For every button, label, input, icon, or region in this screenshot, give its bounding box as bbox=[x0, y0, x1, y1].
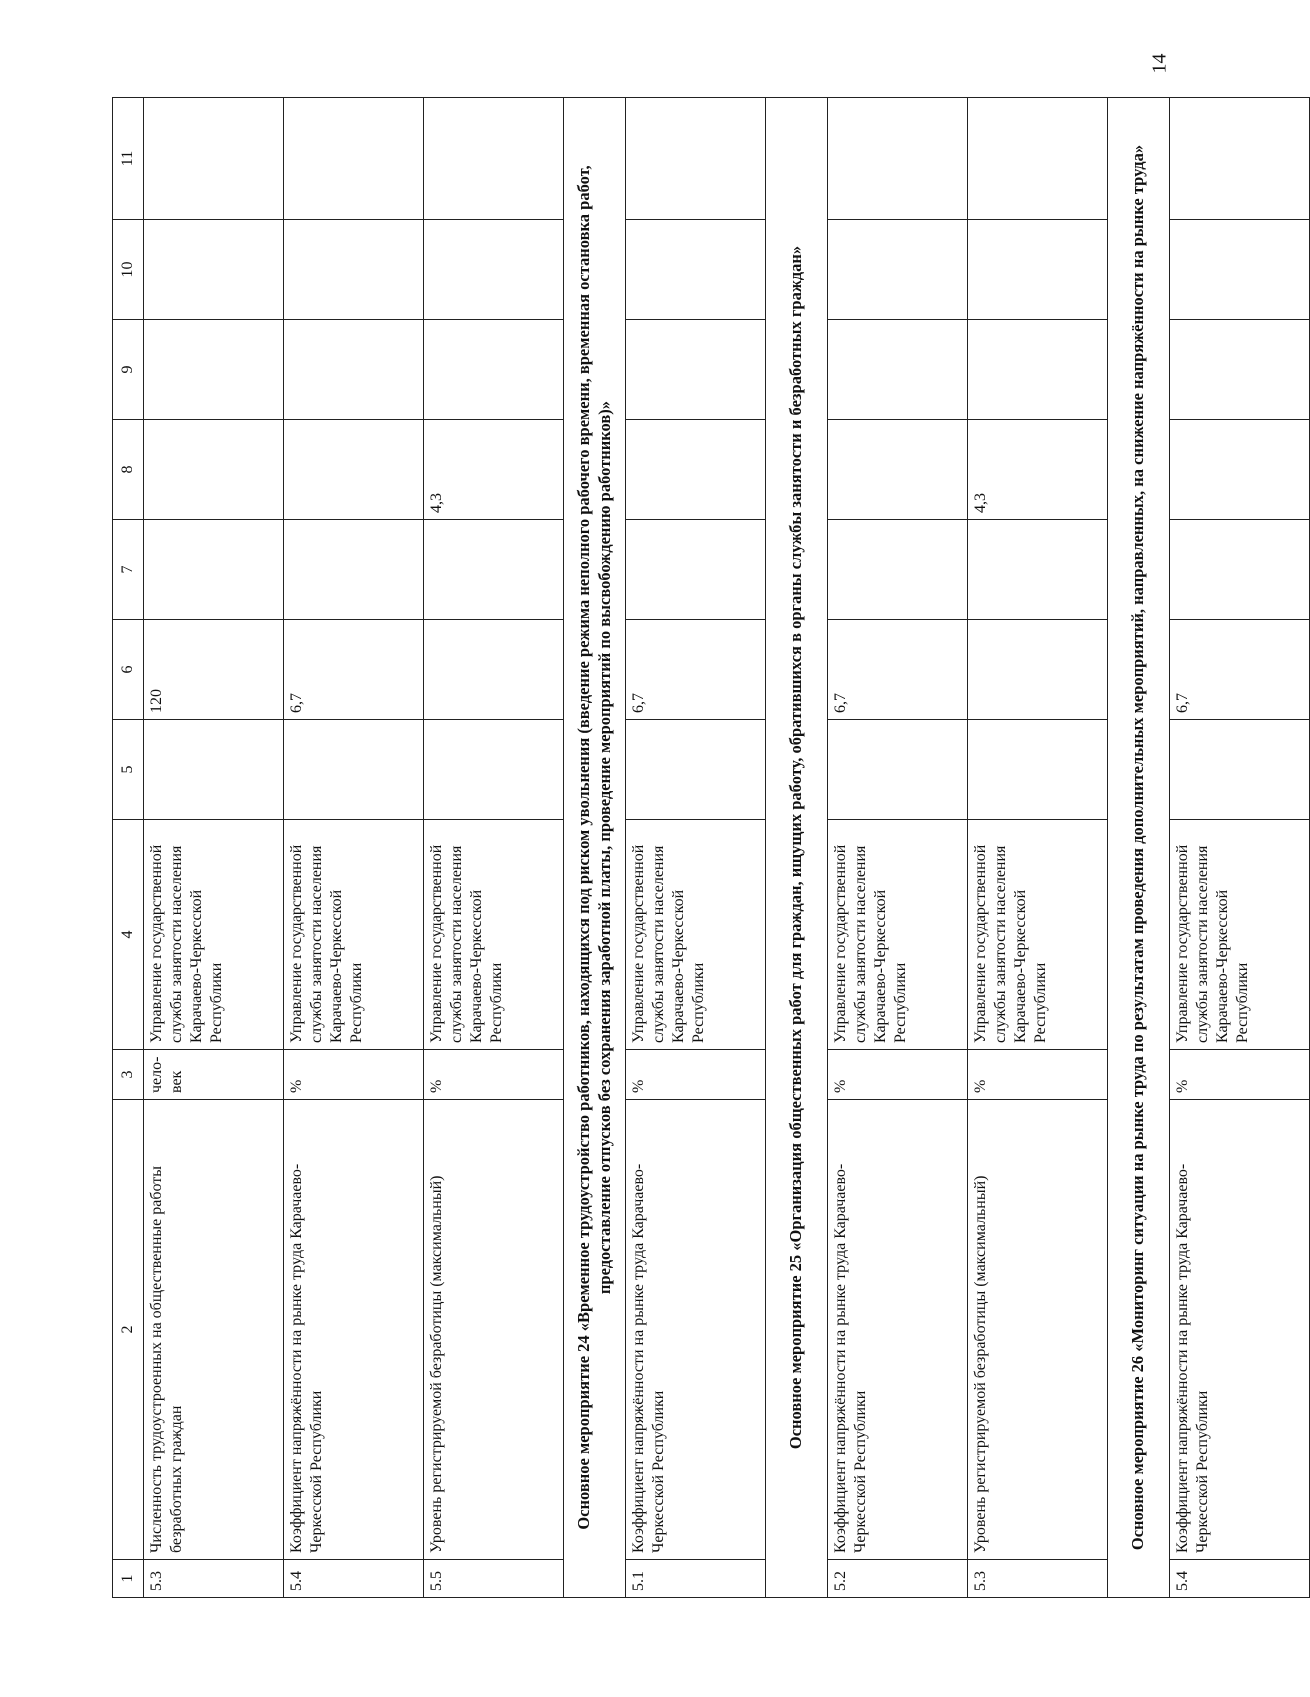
value-cell-5 bbox=[144, 720, 284, 820]
section-heading-row bbox=[564, 98, 626, 1598]
value-cell-8: 4,3 bbox=[424, 420, 564, 520]
value-cell-5 bbox=[828, 720, 968, 820]
column-number-header bbox=[113, 98, 144, 1598]
value-cell-6: 120 bbox=[144, 620, 284, 720]
indicator-name-cell: Коэффициент напряжённости на рынке труда Карачаево-Черкесской Республики bbox=[1170, 1100, 1310, 1560]
indicator-name-cell: Коэффициент напряжённости на рынке труда Карачаево-Черкесской Республики bbox=[284, 1100, 424, 1560]
unit-cell: % bbox=[284, 1050, 424, 1100]
value-cell-5 bbox=[424, 720, 564, 820]
value-cell-7 bbox=[1170, 520, 1310, 620]
value-cell-7 bbox=[626, 520, 766, 620]
responsible-org-cell: Управление государственной службы занятости населения Карачаево-Черкесской Республики bbox=[144, 820, 284, 1050]
value-cell-8 bbox=[828, 420, 968, 520]
value-cell-10 bbox=[828, 220, 968, 320]
value-cell-9 bbox=[828, 320, 968, 420]
section-heading-row bbox=[1108, 98, 1170, 1598]
section-heading: Основное мероприятие 26 «Мониторинг ситуации на рынке труда по результатам проведения дополнительных мероприятий, направленных, на снижение напряжённости на рынке труда» bbox=[1108, 98, 1170, 1598]
table-row bbox=[424, 98, 564, 1598]
row-number-cell: 5.1 bbox=[626, 1560, 766, 1598]
value-cell-10 bbox=[284, 220, 424, 320]
row-number-cell: 5.5 bbox=[424, 1560, 564, 1598]
value-cell-7 bbox=[424, 520, 564, 620]
unit-cell: % bbox=[968, 1050, 1108, 1100]
column-header-2: 2 bbox=[113, 1100, 144, 1560]
column-header-8: 8 bbox=[113, 420, 144, 520]
value-cell-10 bbox=[968, 220, 1108, 320]
unit-cell: % bbox=[424, 1050, 564, 1100]
column-header-10: 10 bbox=[113, 220, 144, 320]
table-row bbox=[144, 98, 284, 1598]
value-cell-5 bbox=[626, 720, 766, 820]
column-header-3: 3 bbox=[113, 1050, 144, 1100]
value-cell-9 bbox=[968, 320, 1108, 420]
value-cell-9 bbox=[1170, 320, 1310, 420]
table-body bbox=[113, 98, 1310, 1598]
value-cell-11 bbox=[626, 98, 766, 220]
value-cell-10 bbox=[626, 220, 766, 320]
column-header-6: 6 bbox=[113, 620, 144, 720]
column-header-1: 1 bbox=[113, 1560, 144, 1598]
indicator-name-cell: Уровень регистрируемой безработицы (максимальный) bbox=[968, 1100, 1108, 1560]
table-row bbox=[968, 98, 1108, 1598]
responsible-org-cell: Управление государственной службы занятости населения Карачаево-Черкесской Республики bbox=[1170, 820, 1310, 1050]
responsible-org-cell: Управление государственной службы занятости населения Карачаево-Черкесской Республики bbox=[968, 820, 1108, 1050]
value-cell-10 bbox=[144, 220, 284, 320]
column-header-4: 4 bbox=[113, 820, 144, 1050]
row-number-cell: 5.4 bbox=[284, 1560, 424, 1598]
column-header-9: 9 bbox=[113, 320, 144, 420]
value-cell-10 bbox=[424, 220, 564, 320]
section-heading: Основное мероприятие 24 «Временное трудоустройство работников, находящихся под риском увольнения (введение режима неполного рабочего времени, временная остановка работ, предоставление отпусков без сохранения заработной платы, проведение мероприятий по высвобождению работников)» bbox=[564, 98, 626, 1598]
responsible-org-cell: Управление государственной службы занятости населения Карачаево-Черкесской Республики bbox=[424, 820, 564, 1050]
rotated-page bbox=[112, 98, 1251, 1598]
column-header-11: 11 bbox=[113, 98, 144, 220]
value-cell-7 bbox=[144, 520, 284, 620]
value-cell-11 bbox=[828, 98, 968, 220]
value-cell-11 bbox=[1170, 98, 1310, 220]
unit-cell: % bbox=[626, 1050, 766, 1100]
value-cell-9 bbox=[144, 320, 284, 420]
responsible-org-cell: Управление государственной службы занятости населения Карачаево-Черкесской Республики bbox=[626, 820, 766, 1050]
value-cell-11 bbox=[144, 98, 284, 220]
value-cell-9 bbox=[424, 320, 564, 420]
indicator-name-cell: Уровень регистрируемой безработицы (максимальный) bbox=[424, 1100, 564, 1560]
section-heading: Основное мероприятие 25 «Организация общественных работ для граждан, ищущих работу, обратившихся в органы службы занятости и безработных граждан» bbox=[766, 98, 828, 1598]
value-cell-11 bbox=[968, 98, 1108, 220]
value-cell-10 bbox=[1170, 220, 1310, 320]
value-cell-7 bbox=[284, 520, 424, 620]
value-cell-5 bbox=[284, 720, 424, 820]
value-cell-8 bbox=[284, 420, 424, 520]
value-cell-6 bbox=[424, 620, 564, 720]
value-cell-6 bbox=[968, 620, 1108, 720]
value-cell-6: 6,7 bbox=[626, 620, 766, 720]
row-number-cell: 5.4 bbox=[1170, 1560, 1310, 1598]
column-header-7: 7 bbox=[113, 520, 144, 620]
value-cell-5 bbox=[968, 720, 1108, 820]
value-cell-9 bbox=[284, 320, 424, 420]
value-cell-6: 6,7 bbox=[828, 620, 968, 720]
responsible-org-cell: Управление государственной службы занятости населения Карачаево-Черкесской Республики bbox=[284, 820, 424, 1050]
indicator-name-cell: Коэффициент напряжённости на рынке труда Карачаево-Черкесской Республики bbox=[828, 1100, 968, 1560]
unit-cell: чело-век bbox=[144, 1050, 284, 1100]
value-cell-7 bbox=[828, 520, 968, 620]
indicator-name-cell: Численность трудоустроенных на общественные работы безработных граждан bbox=[144, 1100, 284, 1560]
value-cell-8: 4,3 bbox=[968, 420, 1108, 520]
row-number-cell: 5.2 bbox=[828, 1560, 968, 1598]
table-row bbox=[284, 98, 424, 1598]
unit-cell: % bbox=[828, 1050, 968, 1100]
value-cell-7 bbox=[968, 520, 1108, 620]
value-cell-6: 6,7 bbox=[1170, 620, 1310, 720]
value-cell-5 bbox=[1170, 720, 1310, 820]
table-row bbox=[1170, 98, 1310, 1598]
table-row bbox=[828, 98, 968, 1598]
indicators-table bbox=[112, 97, 1310, 1598]
table-row bbox=[626, 98, 766, 1598]
value-cell-8 bbox=[1170, 420, 1310, 520]
value-cell-11 bbox=[424, 98, 564, 220]
unit-cell: % bbox=[1170, 1050, 1310, 1100]
column-header-5: 5 bbox=[113, 720, 144, 820]
page-number: 14 bbox=[1148, 53, 1171, 74]
value-cell-6: 6,7 bbox=[284, 620, 424, 720]
indicator-name-cell: Коэффициент напряжённости на рынке труда Карачаево-Черкесской Республики bbox=[626, 1100, 766, 1560]
row-number-cell: 5.3 bbox=[144, 1560, 284, 1598]
section-heading-row bbox=[766, 98, 828, 1598]
responsible-org-cell: Управление государственной службы занятости населения Карачаево-Черкесской Республики bbox=[828, 820, 968, 1050]
value-cell-8 bbox=[626, 420, 766, 520]
row-number-cell: 5.3 bbox=[968, 1560, 1108, 1598]
value-cell-11 bbox=[284, 98, 424, 220]
value-cell-9 bbox=[626, 320, 766, 420]
value-cell-8 bbox=[144, 420, 284, 520]
